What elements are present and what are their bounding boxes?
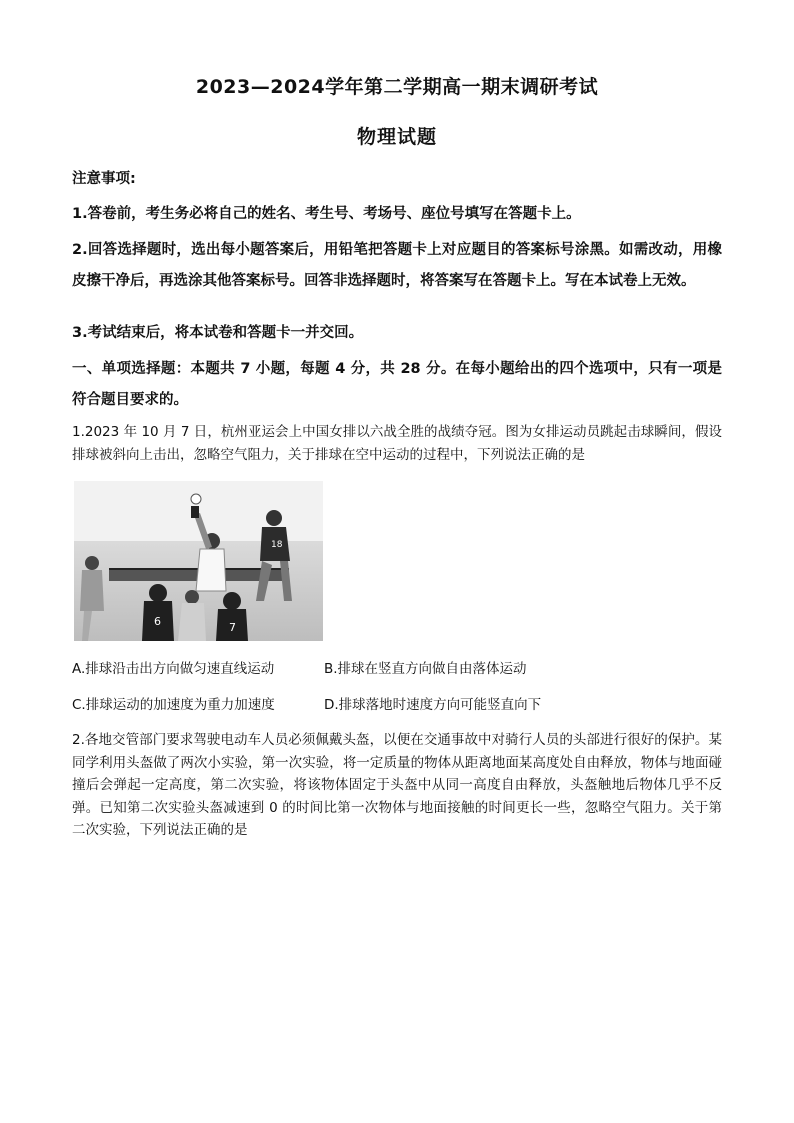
volleyball-photo bbox=[74, 481, 323, 641]
svg-text:7: 7 bbox=[229, 621, 236, 634]
q1-option-b: B.排球在竖直方向做自由落体运动 bbox=[324, 661, 527, 677]
exam-title: 2023—2024学年第二学期高一期末调研考试 bbox=[195, 76, 599, 98]
notice-item-1: 1.答卷前，考生务必将自己的姓名、考生号、考场号、座位号填写在答题卡上。 bbox=[72, 206, 581, 222]
notice-heading: 注意事项: bbox=[72, 171, 136, 187]
question-2-stem: 2.各地交管部门要求驾驶电动车人员必须佩戴头盔，以便在交通事故中对骑行人员的头部进行很好的保护。某同学利用头盔做了两次小实验，第一次实验，将一定质量的物体从距离地面某高度处自由释放，物体与地面碰撞后会弹起一定高度，第二次实验，将该物体固定于头盔中从同一高度自由释放，头盔触地后物体几乎不反弹。已知第二次实验头盔减速到 0 的时间比第一次物体与地面接触的时间更长一些，忽略空气阻力。关于第二次实验，下列说法正确的是 bbox=[72, 732, 722, 838]
question-1-stem: 1.2023 年 10 月 7 日，杭州亚运会上中国女排以六战全胜的战绩夺冠。图为女排运动员跳起击球瞬间，假设排球被斜向上击出，忽略空气阻力，关于排球在空中运动的过程中，下列说法正确的是 bbox=[72, 424, 722, 463]
svg-text:18: 18 bbox=[271, 540, 283, 550]
notice-item-2: 2.回答选择题时，选出每小题答案后，用铅笔把答题卡上对应题目的答案标号涂黑。如需改动，用橡皮擦干净后，再选涂其他答案标号。回答非选择题时，将答案写在答题卡上。写在本试卷上无效。 bbox=[72, 242, 722, 289]
svg-text:6: 6 bbox=[154, 615, 161, 628]
notice-item-3: 3.考试结束后，将本试卷和答题卡一并交回。 bbox=[72, 325, 364, 341]
q1-option-d: D.排球落地时速度方向可能竖直向下 bbox=[324, 697, 542, 713]
q1-option-a: A.排球沿击出方向做匀速直线运动 bbox=[72, 661, 275, 677]
subject-title: 物理试题 bbox=[356, 126, 437, 148]
section-heading: 一、单项选择题：本题共 7 小题，每题 4 分，共 28 分。在每小题给出的四个选项中，只有一项是符合题目要求的。 bbox=[72, 361, 722, 408]
volleyball-photo-image bbox=[74, 481, 323, 641]
q1-option-c: C.排球运动的加速度为重力加速度 bbox=[72, 697, 275, 713]
